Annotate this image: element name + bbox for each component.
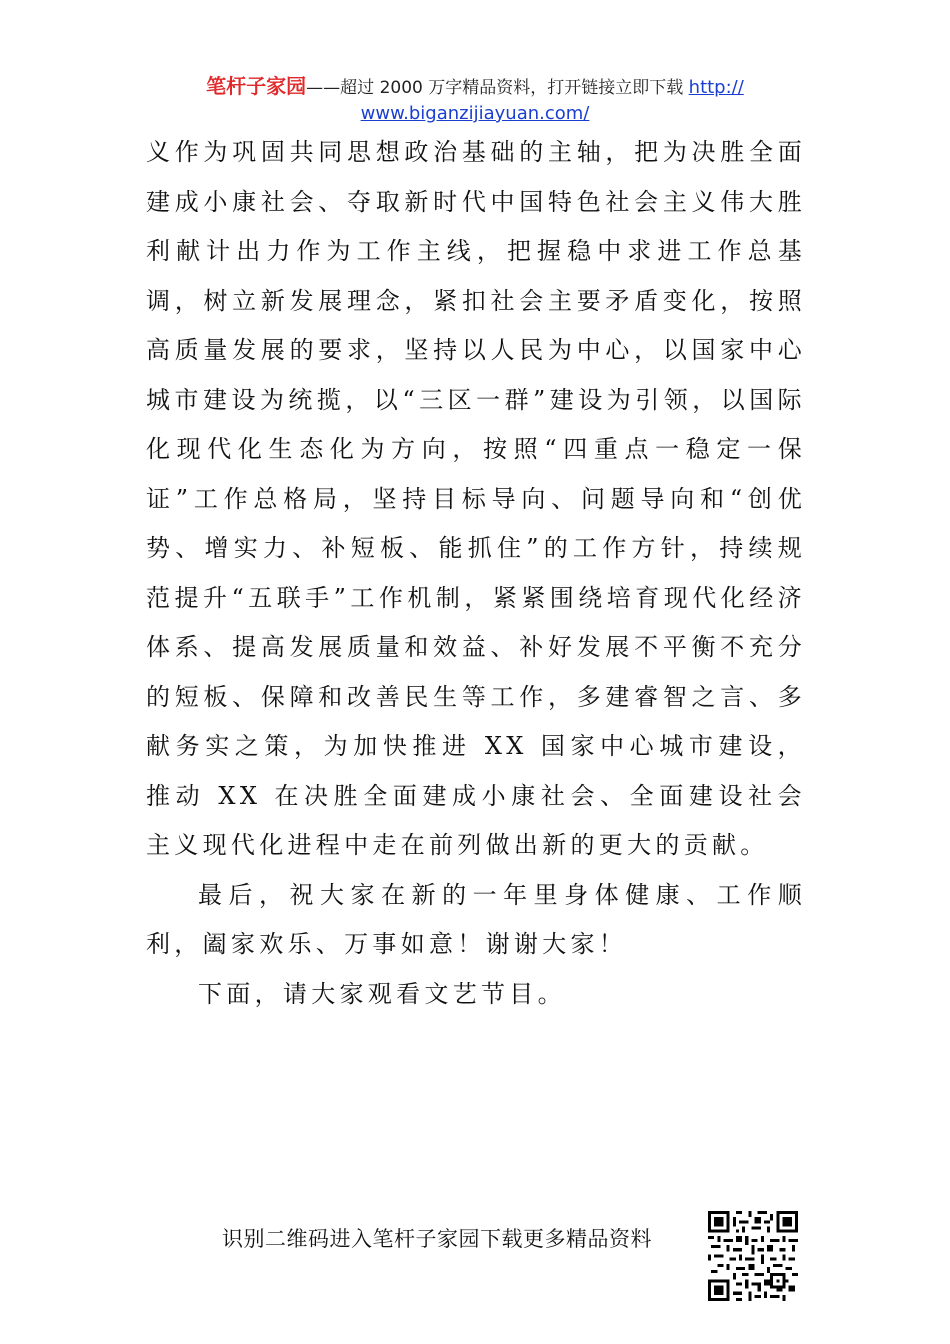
website-link-part-2[interactable]: www.biganzijiayuan.com/ [360, 103, 590, 124]
brand-name: 笔杆子家园 [206, 74, 307, 98]
paragraph-closing: 最后，祝大家在新的一年里身体健康、工作顺利，阖家欢乐、万事如意！谢谢大家！ [146, 880, 806, 958]
paragraph-announcement: 下面，请大家观看文艺节目。 [198, 979, 566, 1008]
document-body [146, 128, 806, 1019]
header-line-2 [120, 101, 830, 127]
page-footer [0, 1205, 950, 1305]
header-line-1 [120, 73, 830, 101]
website-link-part-1[interactable]: http:// [688, 77, 744, 98]
page-header [120, 73, 830, 127]
qr-code-icon[interactable] [708, 1211, 798, 1301]
footer-text: 识别二维码进入笔杆子家园下载更多精品资料 [222, 1227, 652, 1251]
header-tagline: ——超过 2000 万字精品资料，打开链接立即下载 [306, 78, 689, 98]
paragraph-main: 义作为巩固共同思想政治基础的主轴，把为决胜全面建成小康社会、夺取新时代中国特色社会主义伟大胜利献计出力作为工作主线，把握稳中求进工作总基调，树立新发展理念，紧扣社会主要矛盾变化，按照高质量发展的要求，坚持以人民为中心，以国家中心城市建设为统揽，以“三区一群”建设为引领，以国际化现代化生态化为方向，按照“四重点一稳定一保证”工作总格局，坚持目标导向、问题导向和“创优势、增实力、补短板、能抓住”的工作方针，持续规范提升“五联手”工作机制，紧紧围绕培育现代化经济体系、提高发展质量和效益、补好发展不平衡不充分的短板、保障和改善民生等工作，多建睿智之言、多献务实之策，为加快推进 XX 国家中心城市建设，推动 XX 在决胜全面建成小康社会、全面建设社会主义现代化进程中走在前列做出新的更大的贡献。 [146, 138, 806, 859]
